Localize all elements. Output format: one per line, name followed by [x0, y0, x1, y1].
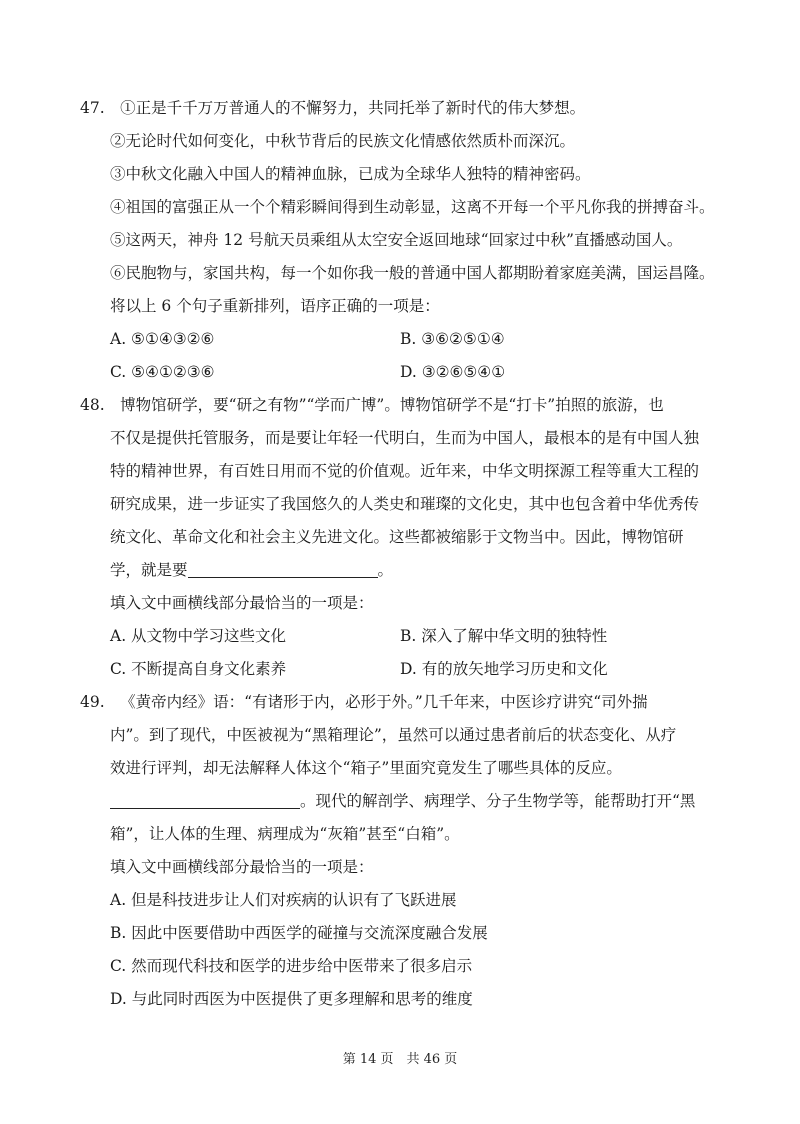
q47-option-d[interactable]: D. ③②⑥⑤④① — [400, 363, 506, 381]
q49-option-d[interactable]: D. 与此同时西医为中医提供了更多理解和思考的维度 — [110, 990, 473, 1008]
q48-option-b[interactable]: B. 深入了解中华文明的独特性 — [400, 627, 608, 645]
q47-sentence-2: ②无论时代如何变化，中秋节背后的民族文化情感依然质朴而深沉。 — [110, 132, 576, 150]
q49-number: 49. — [80, 693, 105, 711]
q48-line-2: 不仅是提供托管服务，而是要让年轻一代明白，生而为中国人，最根本的是有中国人独 — [110, 429, 700, 447]
q48-options-row-2 — [80, 653, 730, 686]
q48-number: 48. — [80, 396, 105, 414]
q47-option-b[interactable]: B. ③⑥②⑤①④ — [400, 330, 505, 348]
q48-option-c[interactable]: C. 不断提高自身文化素养 — [110, 660, 287, 678]
q49-line-4: 。现代的解剖学、病理学、分子生物学等，能帮助打开“黑 — [80, 785, 730, 818]
q49-line-2: 内”。到了现代，中医被视为“黑箱理论”，虽然可以通过患者前后的状态变化、从疗 — [110, 726, 677, 744]
q48-line-6: 学，就是要 。 — [110, 561, 394, 579]
q47-sentence-3: ③中秋文化融入中国人的精神血脉，已成为全球华人独特的精神密码。 — [110, 165, 591, 183]
q49-option-a[interactable]: A. 但是科技进步让人们对疾病的认识有了飞跃进展 — [110, 891, 457, 909]
q49-line-3: 效进行评判，却无法解释人体这个“箱子”里面究竟发生了哪些具体的反应。 — [110, 759, 622, 777]
q48-options-row-1 — [80, 620, 730, 653]
q48-prompt: 填入文中画横线部分最恰当的一项是： — [110, 594, 374, 612]
q49-line-1: 49. 《黄帝内经》语：“有诸形于内，必形于外。”几千年来，中医诊疗讲究“司外揣 — [80, 693, 648, 711]
q47-sentence-5: ⑤这两天，神舟 12 号航天员乘组从太空安全返回地球“回家过中秋”直播感动国人。 — [110, 231, 683, 249]
page-footer: 第 14 页 共 46 页 — [342, 1052, 458, 1067]
q47-options-row-2 — [80, 356, 730, 389]
q47-number: 47. — [80, 99, 105, 117]
q48-line-3: 特的精神世界，有百姓日用而不觉的价值观。近年来，中华文明探源工程等重大工程的 — [110, 462, 700, 480]
q48-answer-blank[interactable] — [188, 559, 378, 578]
q47-sentence-6: ⑥民胞物与，家国共构，每一个如你我一般的普通中国人都期盼着家庭美满，国运昌隆。 — [110, 264, 715, 282]
question-47 — [80, 92, 730, 389]
q48-option-d[interactable]: D. 有的放矢地学习历史和文化 — [400, 660, 608, 678]
q48-line-1: 48. 博物馆研学，要“研之有物”“学而广博”。博物馆研学不是“打卡”拍照的旅游，也 — [80, 396, 664, 414]
q49-answer-blank[interactable] — [110, 790, 300, 809]
q49-option-c[interactable]: C. 然而现代科技和医学的进步给中医带来了很多启示 — [110, 957, 473, 975]
q47-sentence-1: 47. ①正是千千万万普通人的不懈努力，共同托举了新时代的伟大梦想。 — [80, 99, 586, 117]
q47-sentence-4: ④祖国的富强正从一个个精彩瞬间得到生动彰显，这离不开每一个平凡你我的拼搏奋斗。 — [110, 198, 715, 216]
q47-options-row-1 — [80, 323, 730, 356]
q47-option-a[interactable]: A. ⑤①④③②⑥ — [110, 330, 215, 348]
q48-line-4: 研究成果，进一步证实了我国悠久的人类史和璀璨的文化史，其中也包含着中华优秀传 — [110, 495, 700, 513]
q49-line-5: 箱”，让人体的生理、病理成为“灰箱”甚至“白箱”。 — [110, 825, 460, 843]
q49-prompt: 填入文中画横线部分最恰当的一项是： — [110, 858, 374, 876]
q47-prompt: 将以上 6 个句子重新排列，语序正确的一项是： — [110, 297, 440, 315]
q47-option-c[interactable]: C. ⑤④①②③⑥ — [110, 363, 215, 381]
question-49 — [80, 686, 730, 1016]
q48-option-a[interactable]: A. 从文物中学习这些文化 — [110, 627, 287, 645]
q49-option-b[interactable]: B. 因此中医要借助中西医学的碰撞与交流深度融合发展 — [110, 924, 488, 942]
question-48 — [80, 389, 730, 686]
q48-line-5: 统文化、革命文化和社会主义先进文化。这些都被缩影于文物当中。因此，博物馆研 — [110, 528, 684, 546]
